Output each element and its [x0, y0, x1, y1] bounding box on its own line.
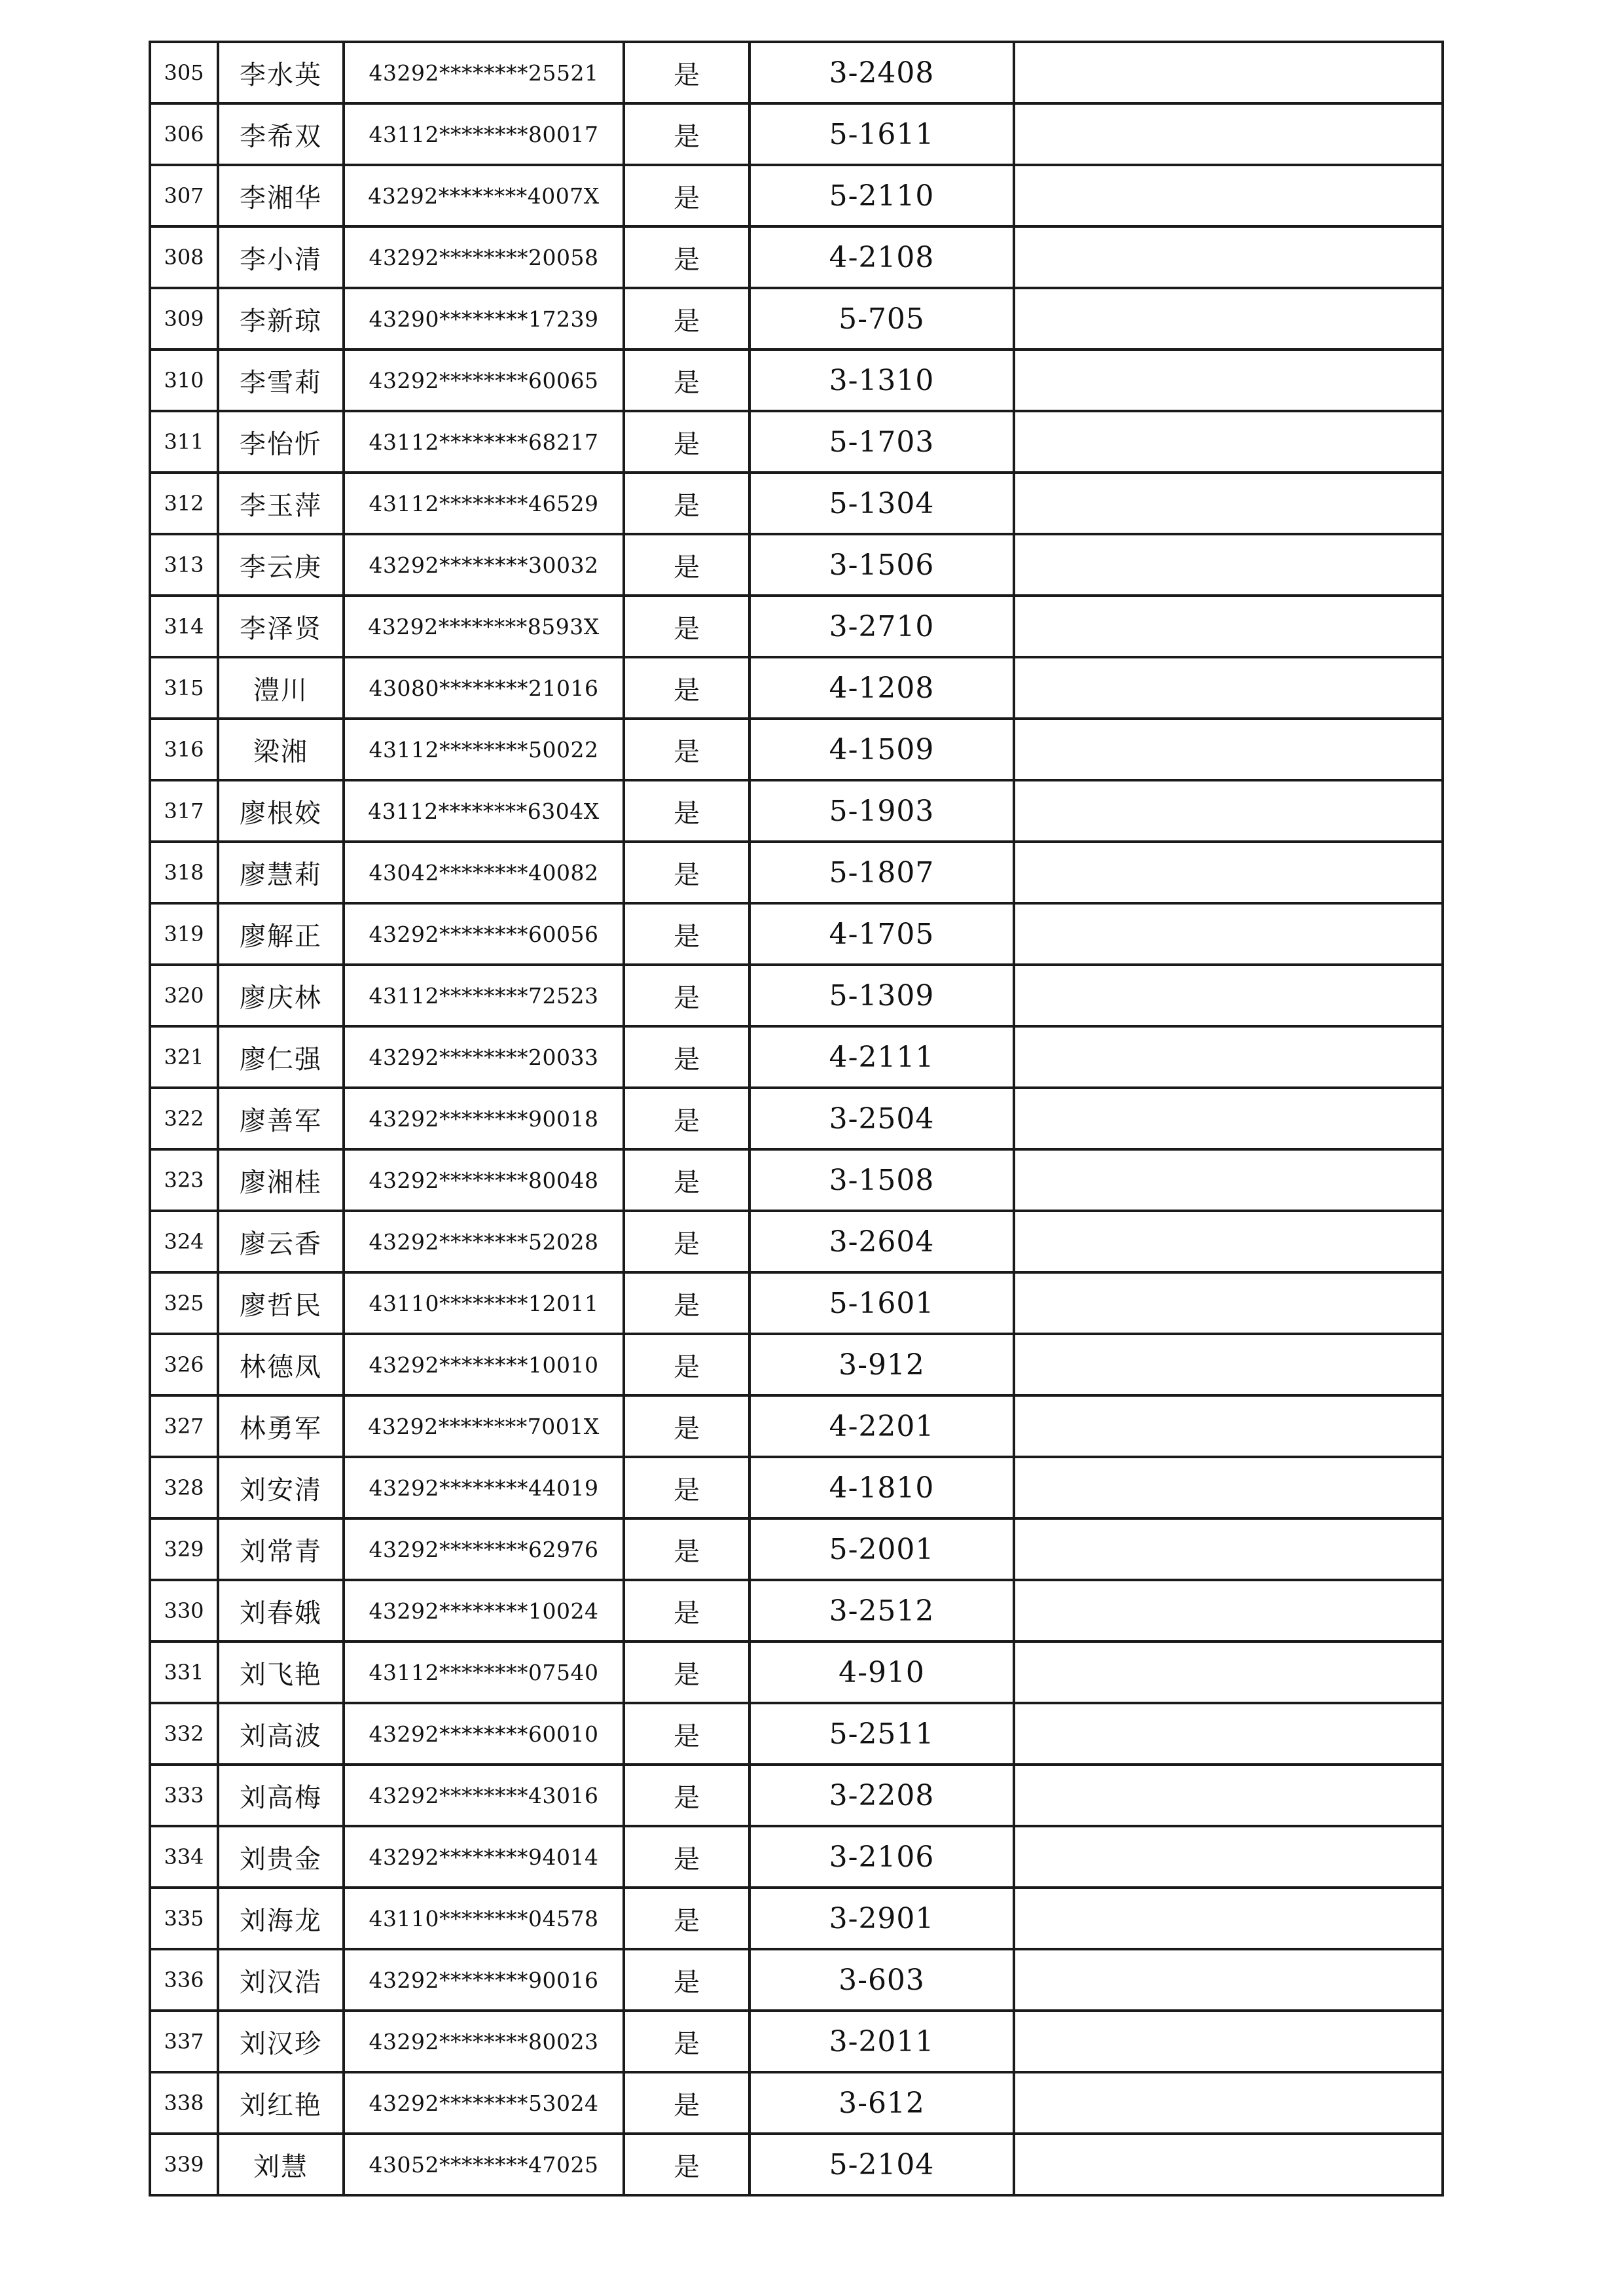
table-row: [150, 165, 1443, 226]
row-number: 308: [150, 226, 218, 288]
row-number: 306: [150, 103, 218, 165]
unit-number: 3-2710: [749, 596, 1014, 657]
eligibility-flag: 是: [624, 103, 749, 165]
unit-number: 5-1601: [749, 1272, 1014, 1334]
eligibility-flag: 是: [624, 473, 749, 534]
eligibility-flag: 是: [624, 1211, 749, 1272]
unit-number: 4-2108: [749, 226, 1014, 288]
table-row: [150, 411, 1443, 473]
table-row: [150, 473, 1443, 534]
person-name: 廖仁强: [218, 1026, 344, 1088]
masked-id-number: 43112********80017: [344, 103, 624, 165]
row-number: 337: [150, 2011, 218, 2072]
unit-number: 5-1611: [749, 103, 1014, 165]
row-number: 334: [150, 1826, 218, 1888]
masked-id-number: 43110********04578: [344, 1888, 624, 1949]
remarks-cell: [1014, 534, 1443, 596]
row-number: 309: [150, 288, 218, 350]
row-number: 333: [150, 1765, 218, 1826]
person-name: 刘安清: [218, 1457, 344, 1518]
masked-id-number: 43292********43016: [344, 1765, 624, 1826]
masked-id-number: 43292********62976: [344, 1518, 624, 1580]
masked-id-number: 43292********20033: [344, 1026, 624, 1088]
remarks-cell: [1014, 1149, 1443, 1211]
eligibility-flag: 是: [624, 1395, 749, 1457]
eligibility-flag: 是: [624, 1457, 749, 1518]
unit-number: 4-1208: [749, 657, 1014, 719]
masked-id-number: 43292********90016: [344, 1949, 624, 2011]
person-name: 廖解正: [218, 903, 344, 965]
masked-id-number: 43112********72523: [344, 965, 624, 1026]
eligibility-flag: 是: [624, 965, 749, 1026]
eligibility-flag: 是: [624, 1765, 749, 1826]
person-name: 李希双: [218, 103, 344, 165]
table-row: [150, 1272, 1443, 1334]
table-row: [150, 42, 1443, 103]
unit-number: 5-1903: [749, 780, 1014, 842]
row-number: 322: [150, 1088, 218, 1149]
unit-number: 3-2106: [749, 1826, 1014, 1888]
eligibility-flag: 是: [624, 2011, 749, 2072]
unit-number: 5-2104: [749, 2134, 1014, 2195]
masked-id-number: 43292********30032: [344, 534, 624, 596]
remarks-cell: [1014, 1641, 1443, 1703]
masked-id-number: 43290********17239: [344, 288, 624, 350]
unit-number: 4-1509: [749, 719, 1014, 780]
table-row: [150, 2072, 1443, 2134]
eligibility-flag: 是: [624, 1949, 749, 2011]
unit-number: 3-912: [749, 1334, 1014, 1395]
eligibility-flag: 是: [624, 1641, 749, 1703]
person-name: 李新琼: [218, 288, 344, 350]
row-number: 328: [150, 1457, 218, 1518]
row-number: 307: [150, 165, 218, 226]
unit-number: 5-1703: [749, 411, 1014, 473]
masked-id-number: 43112********46529: [344, 473, 624, 534]
table-row: [150, 903, 1443, 965]
person-name: 刘汉珍: [218, 2011, 344, 2072]
eligibility-flag: 是: [624, 1580, 749, 1641]
remarks-cell: [1014, 780, 1443, 842]
row-number: 318: [150, 842, 218, 903]
remarks-cell: [1014, 165, 1443, 226]
person-name: 刘高梅: [218, 1765, 344, 1826]
masked-id-number: 43080********21016: [344, 657, 624, 719]
person-name: 李湘华: [218, 165, 344, 226]
eligibility-flag: 是: [624, 226, 749, 288]
row-number: 326: [150, 1334, 218, 1395]
masked-id-number: 43112********07540: [344, 1641, 624, 1703]
unit-number: 3-2208: [749, 1765, 1014, 1826]
table-row: [150, 965, 1443, 1026]
remarks-cell: [1014, 596, 1443, 657]
table-row: [150, 226, 1443, 288]
unit-number: 3-2512: [749, 1580, 1014, 1641]
unit-number: 4-2201: [749, 1395, 1014, 1457]
table-row: [150, 1211, 1443, 1272]
row-number: 336: [150, 1949, 218, 2011]
table-row: [150, 1949, 1443, 2011]
remarks-cell: [1014, 1211, 1443, 1272]
row-number: 310: [150, 350, 218, 411]
remarks-cell: [1014, 350, 1443, 411]
eligibility-flag: 是: [624, 719, 749, 780]
table-row: [150, 780, 1443, 842]
person-name: 李雪莉: [218, 350, 344, 411]
unit-number: 5-2001: [749, 1518, 1014, 1580]
masked-id-number: 43292********10024: [344, 1580, 624, 1641]
eligibility-flag: 是: [624, 2072, 749, 2134]
unit-number: 3-1508: [749, 1149, 1014, 1211]
table-row: [150, 350, 1443, 411]
person-name: 刘慧: [218, 2134, 344, 2195]
eligibility-flag: 是: [624, 596, 749, 657]
table-row: [150, 1703, 1443, 1765]
remarks-cell: [1014, 1457, 1443, 1518]
table-row: [150, 1888, 1443, 1949]
unit-number: 5-2511: [749, 1703, 1014, 1765]
person-name: 李水英: [218, 42, 344, 103]
eligibility-flag: 是: [624, 411, 749, 473]
unit-number: 3-612: [749, 2072, 1014, 2134]
remarks-cell: [1014, 1088, 1443, 1149]
eligibility-flag: 是: [624, 2134, 749, 2195]
remarks-cell: [1014, 1026, 1443, 1088]
masked-id-number: 43292********4007X: [344, 165, 624, 226]
masked-id-number: 43292********80023: [344, 2011, 624, 2072]
remarks-cell: [1014, 1765, 1443, 1826]
person-name: 林勇军: [218, 1395, 344, 1457]
row-number: 316: [150, 719, 218, 780]
unit-number: 4-1810: [749, 1457, 1014, 1518]
person-name: 刘春娥: [218, 1580, 344, 1641]
table-row: [150, 1457, 1443, 1518]
masked-id-number: 43292********44019: [344, 1457, 624, 1518]
unit-number: 3-2011: [749, 2011, 1014, 2072]
row-number: 327: [150, 1395, 218, 1457]
remarks-cell: [1014, 1334, 1443, 1395]
remarks-cell: [1014, 411, 1443, 473]
eligibility-flag: 是: [624, 657, 749, 719]
row-number: 315: [150, 657, 218, 719]
eligibility-flag: 是: [624, 1088, 749, 1149]
remarks-cell: [1014, 288, 1443, 350]
table-row: [150, 1765, 1443, 1826]
unit-number: 5-1304: [749, 473, 1014, 534]
table-row: [150, 2011, 1443, 2072]
person-name: 李玉萍: [218, 473, 344, 534]
unit-number: 5-1309: [749, 965, 1014, 1026]
eligibility-flag: 是: [624, 1518, 749, 1580]
person-name: 刘常青: [218, 1518, 344, 1580]
remarks-cell: [1014, 842, 1443, 903]
masked-id-number: 43292********94014: [344, 1826, 624, 1888]
row-number: 305: [150, 42, 218, 103]
person-name: 廖善军: [218, 1088, 344, 1149]
row-number: 332: [150, 1703, 218, 1765]
unit-number: 3-603: [749, 1949, 1014, 2011]
remarks-cell: [1014, 1518, 1443, 1580]
row-number: 335: [150, 1888, 218, 1949]
person-name: 廖云香: [218, 1211, 344, 1272]
remarks-cell: [1014, 226, 1443, 288]
roster-table: [149, 41, 1444, 2197]
table-row: [150, 1149, 1443, 1211]
masked-id-number: 43292********10010: [344, 1334, 624, 1395]
person-name: 梁湘: [218, 719, 344, 780]
person-name: 刘汉浩: [218, 1949, 344, 2011]
masked-id-number: 43292********20058: [344, 226, 624, 288]
table-row: [150, 103, 1443, 165]
person-name: 刘高波: [218, 1703, 344, 1765]
masked-id-number: 43292********90018: [344, 1088, 624, 1149]
row-number: 313: [150, 534, 218, 596]
remarks-cell: [1014, 1703, 1443, 1765]
table-row: [150, 1395, 1443, 1457]
person-name: 李怡忻: [218, 411, 344, 473]
eligibility-flag: 是: [624, 288, 749, 350]
table-row: [150, 2134, 1443, 2195]
table-row: [150, 1641, 1443, 1703]
row-number: 323: [150, 1149, 218, 1211]
eligibility-flag: 是: [624, 1149, 749, 1211]
remarks-cell: [1014, 473, 1443, 534]
unit-number: 3-2408: [749, 42, 1014, 103]
masked-id-number: 43292********8593X: [344, 596, 624, 657]
remarks-cell: [1014, 719, 1443, 780]
person-name: 李泽贤: [218, 596, 344, 657]
table-row: [150, 1334, 1443, 1395]
person-name: 廖湘桂: [218, 1149, 344, 1211]
masked-id-number: 43112********6304X: [344, 780, 624, 842]
person-name: 廖哲民: [218, 1272, 344, 1334]
masked-id-number: 43292********60010: [344, 1703, 624, 1765]
masked-id-number: 43292********60056: [344, 903, 624, 965]
table-row: [150, 842, 1443, 903]
person-name: 廖慧莉: [218, 842, 344, 903]
row-number: 312: [150, 473, 218, 534]
unit-number: 3-2604: [749, 1211, 1014, 1272]
row-number: 311: [150, 411, 218, 473]
person-name: 刘贵金: [218, 1826, 344, 1888]
unit-number: 5-2110: [749, 165, 1014, 226]
masked-id-number: 43292********53024: [344, 2072, 624, 2134]
masked-id-number: 43292********60065: [344, 350, 624, 411]
person-name: 李云庚: [218, 534, 344, 596]
remarks-cell: [1014, 903, 1443, 965]
unit-number: 5-1807: [749, 842, 1014, 903]
masked-id-number: 43112********68217: [344, 411, 624, 473]
table-row: [150, 1026, 1443, 1088]
row-number: 321: [150, 1026, 218, 1088]
eligibility-flag: 是: [624, 1826, 749, 1888]
person-name: 李小清: [218, 226, 344, 288]
table-row: [150, 596, 1443, 657]
masked-id-number: 43292********25521: [344, 42, 624, 103]
table-row: [150, 534, 1443, 596]
eligibility-flag: 是: [624, 842, 749, 903]
eligibility-flag: 是: [624, 165, 749, 226]
remarks-cell: [1014, 1949, 1443, 2011]
unit-number: 4-2111: [749, 1026, 1014, 1088]
eligibility-flag: 是: [624, 42, 749, 103]
remarks-cell: [1014, 2072, 1443, 2134]
eligibility-flag: 是: [624, 1888, 749, 1949]
person-name: 刘红艳: [218, 2072, 344, 2134]
eligibility-flag: 是: [624, 534, 749, 596]
remarks-cell: [1014, 657, 1443, 719]
roster-table-body: [150, 42, 1443, 2195]
row-number: 317: [150, 780, 218, 842]
eligibility-flag: 是: [624, 1703, 749, 1765]
table-row: [150, 1518, 1443, 1580]
masked-id-number: 43292********52028: [344, 1211, 624, 1272]
row-number: 319: [150, 903, 218, 965]
unit-number: 3-2504: [749, 1088, 1014, 1149]
table-row: [150, 288, 1443, 350]
row-number: 314: [150, 596, 218, 657]
person-name: 刘海龙: [218, 1888, 344, 1949]
table-row: [150, 1826, 1443, 1888]
unit-number: 4-1705: [749, 903, 1014, 965]
unit-number: 4-910: [749, 1641, 1014, 1703]
unit-number: 3-1310: [749, 350, 1014, 411]
remarks-cell: [1014, 2134, 1443, 2195]
eligibility-flag: 是: [624, 903, 749, 965]
remarks-cell: [1014, 1272, 1443, 1334]
remarks-cell: [1014, 42, 1443, 103]
row-number: 330: [150, 1580, 218, 1641]
remarks-cell: [1014, 103, 1443, 165]
row-number: 320: [150, 965, 218, 1026]
person-name: 澧川: [218, 657, 344, 719]
row-number: 325: [150, 1272, 218, 1334]
row-number: 338: [150, 2072, 218, 2134]
row-number: 324: [150, 1211, 218, 1272]
row-number: 339: [150, 2134, 218, 2195]
table-row: [150, 1580, 1443, 1641]
unit-number: 3-1506: [749, 534, 1014, 596]
roster-sheet: [149, 41, 1441, 2197]
masked-id-number: 43112********50022: [344, 719, 624, 780]
person-name: 刘飞艳: [218, 1641, 344, 1703]
masked-id-number: 43292********7001X: [344, 1395, 624, 1457]
row-number: 331: [150, 1641, 218, 1703]
table-row: [150, 1088, 1443, 1149]
person-name: 廖庆林: [218, 965, 344, 1026]
eligibility-flag: 是: [624, 1026, 749, 1088]
remarks-cell: [1014, 2011, 1443, 2072]
table-row: [150, 657, 1443, 719]
table-row: [150, 719, 1443, 780]
remarks-cell: [1014, 1580, 1443, 1641]
eligibility-flag: 是: [624, 350, 749, 411]
masked-id-number: 43292********80048: [344, 1149, 624, 1211]
unit-number: 5-705: [749, 288, 1014, 350]
masked-id-number: 43110********12011: [344, 1272, 624, 1334]
eligibility-flag: 是: [624, 1334, 749, 1395]
remarks-cell: [1014, 1395, 1443, 1457]
eligibility-flag: 是: [624, 780, 749, 842]
remarks-cell: [1014, 1888, 1443, 1949]
eligibility-flag: 是: [624, 1272, 749, 1334]
person-name: 林德凤: [218, 1334, 344, 1395]
unit-number: 3-2901: [749, 1888, 1014, 1949]
masked-id-number: 43052********47025: [344, 2134, 624, 2195]
person-name: 廖根姣: [218, 780, 344, 842]
masked-id-number: 43042********40082: [344, 842, 624, 903]
remarks-cell: [1014, 1826, 1443, 1888]
remarks-cell: [1014, 965, 1443, 1026]
row-number: 329: [150, 1518, 218, 1580]
